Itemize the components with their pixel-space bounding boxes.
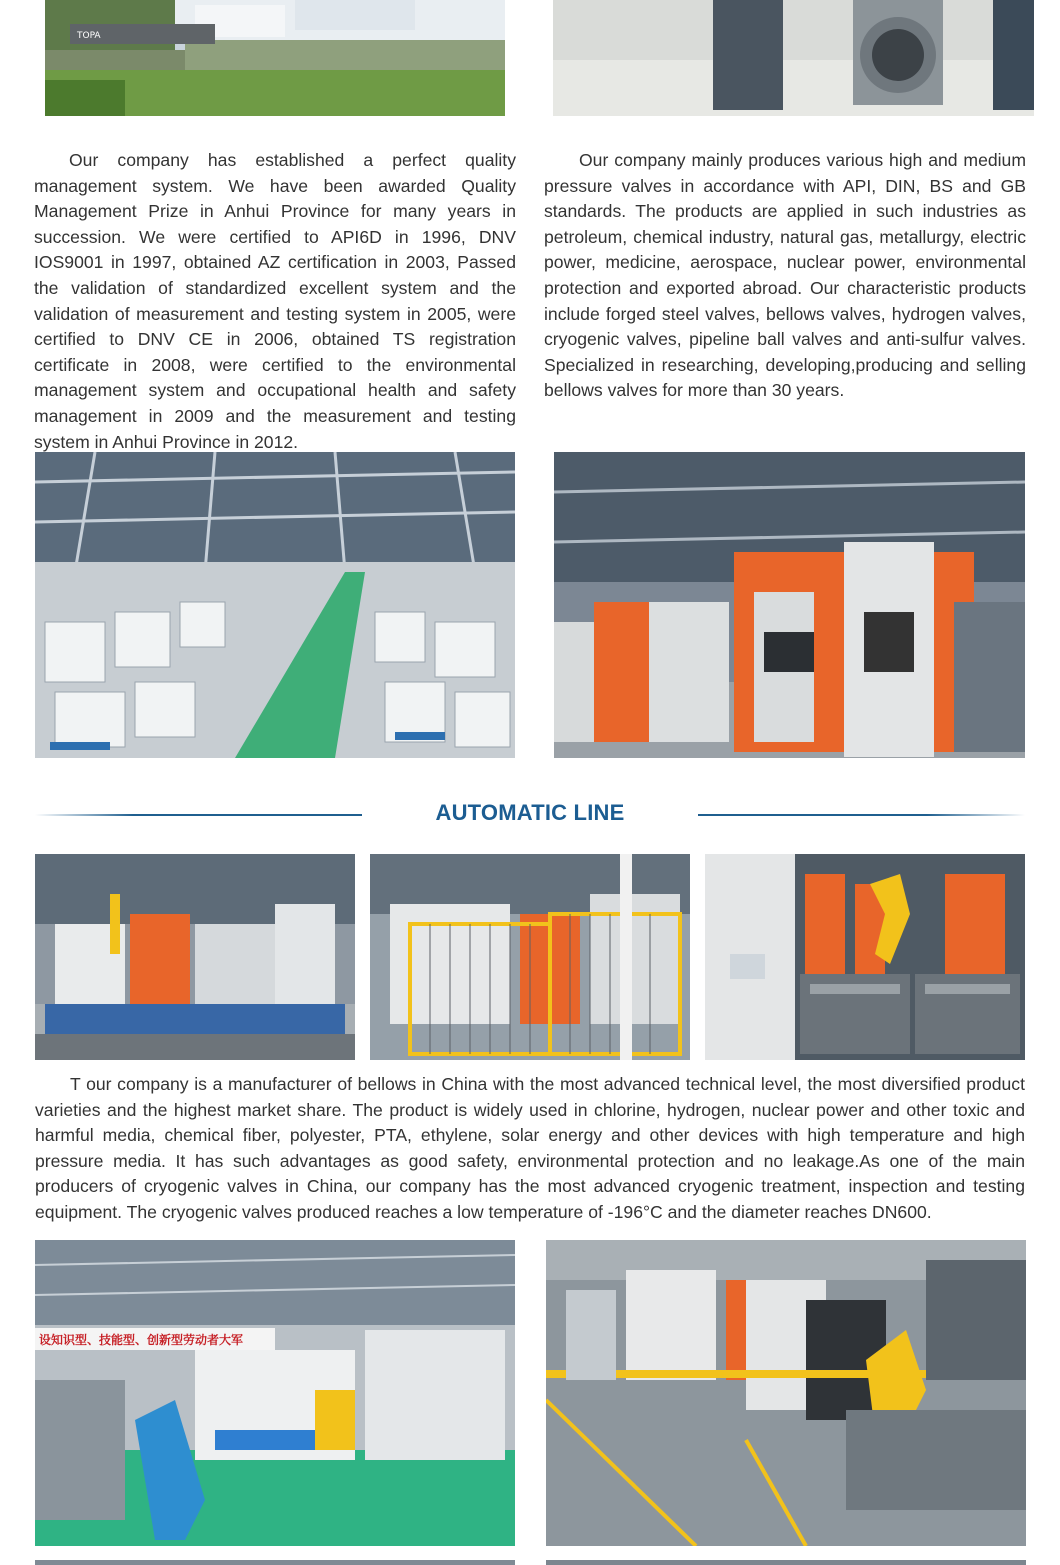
robot-cell-overview-photo xyxy=(546,1240,1026,1546)
heading-rule-right xyxy=(698,814,1025,816)
section-title: AUTOMATIC LINE xyxy=(435,800,625,825)
automatic-line-robot-photo xyxy=(35,854,355,1060)
next-photo-left xyxy=(35,1560,515,1565)
factory-entrance-photo xyxy=(45,0,505,116)
products-paragraph: Our company mainly produces various high and medium pressure valves in accordance with API, DIN, BS and GB standards. The products are applied in such industries as petroleum, chemical industry, natural gas, metallurgy, electric power, medicine, aerospace, nuclear power, environmental protection and exported abroad. Our characteristic products include forged steel valves, bellows valves, hydrogen valves, cryogenic valves, pipeline ball valves and anti-sulfur valves. Specialized in researching, developing,producing and selling bellows valves for more than 30 years. xyxy=(544,150,1026,401)
automatic-line-yellow-robot-photo xyxy=(705,854,1025,1060)
quality-paragraph: Our company has established a perfect quality management system. We have been awarded Quality Management Prize in Anhui Province for many years in succession. We were certified to API6D in 1996, DNV IOS9001 in 1997, obtained AZ certification in 2003, Passed the validation of standardized excellent system and the validation of measurement and testing system in 2005, were certified to DNV CE in 2006, obtained TS registration certificate in 2008, were certified to the environmental management system and occupational health and safety management in 2009 and the measurement and testing system in Anhui Province in 2012. xyxy=(34,150,516,452)
heading-rule-left xyxy=(35,814,362,816)
workshop-banner-text: 设知识型、技能型、创新型劳动者大军 xyxy=(39,1333,244,1347)
bellows-paragraph: T our company is a manufacturer of bellows in China with the most advanced technical level, the most diversified product varieties and the highest market share. The product is widely used in chlorine, hydrogen, nuclear power and other toxic and harmful media, chemical fiber, polyester, PTA, ethylene, solar energy and other devices with high temperature and high pressure media. It has such advantages as good safety, environmental protection and no leakage.As one of the main producers of cryogenic valves in China, our company has the most advanced cryogenic treatment, inspection and testing equipment. The cryogenic valves produced reaches a low temperature of -196°C and the diameter reaches DN600. xyxy=(35,1074,1025,1222)
large-valve-showroom-photo xyxy=(553,0,1034,116)
cnc-workshop-photo xyxy=(35,452,515,758)
workshop-floor-photo xyxy=(35,1240,515,1546)
entrance-sign-text: TOPA xyxy=(77,31,101,41)
machining-center-photo xyxy=(554,452,1025,758)
automatic-line-fenced-cell-photo xyxy=(370,854,690,1060)
next-photo-right xyxy=(546,1560,1026,1565)
section-heading-automatic-line xyxy=(0,796,1060,834)
